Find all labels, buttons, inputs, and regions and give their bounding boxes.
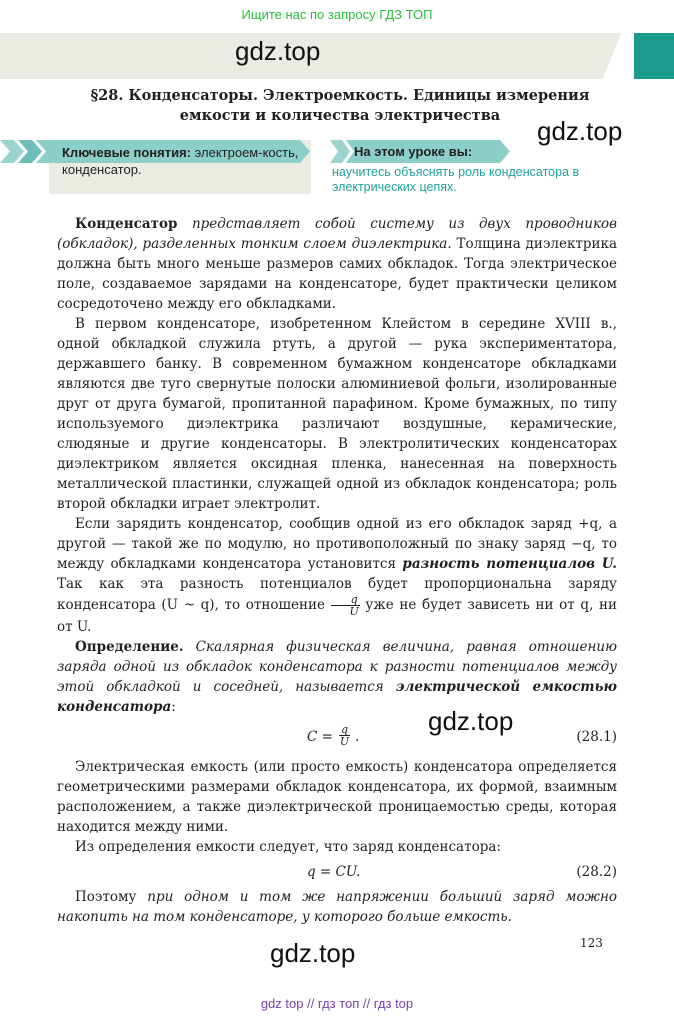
footer-links[interactable]: gdz top // гдз топ // гдз top <box>260 996 414 1011</box>
section-title-line2: емкости и количества электричества <box>179 107 501 124</box>
section-title-line1: §28. Конденсаторы. Электроемкость. Единицы измерения <box>90 87 590 104</box>
paragraph-6-italic: при одном и том же напряжении больший заряд можно накопить на том конденсаторе, у которого больше емкость. <box>57 889 617 925</box>
definition-text: Скалярная физическая величина, равная отношению заряда одной из обкладок конденсатора к разности потенциалов между этой обкладкой и соседней, называется <box>57 639 617 695</box>
key-concepts <box>62 144 307 178</box>
watermark-middle: gdz.top <box>428 706 514 736</box>
paragraph-2: В первом конденсаторе, изобретенном Клейстом в середине XVIII в., одной обкладкой служила ртуть, а другой — рука экспериментатора, державшего банку. В современном бумажном конденсаторе обкладками являются две туго свернутые полоски алюминиевой фольги, изолированные друг от друга бумагой, пропитанной парафином. Кроме бумажных, по типу используемого диэлектрика различают воздушные, керамические, слюдяные и другие конденсаторы. В электролитических конденсаторах диэлектриком является оксидная пленка, нанесенная на поверхность металлической пластинки, служащей одной из обкладок конденсатора; роль второй обкладки играет электролит. <box>57 316 617 512</box>
paragraph-3-a: Если зарядить конденсатор, сообщив одной из его обкладок заряд +q, а другой — такой же по модулю, но противоположный по знаку заряд −q, то между обкладками конденсатора установится <box>57 516 617 572</box>
key-concepts-label: Ключевые понятия: <box>62 145 192 160</box>
paragraph-3-b: Так как эта разность потенциалов будет пропорциональна заряду конденсатора (U ~ q), то отношение <box>57 576 617 613</box>
chevron-icon <box>330 140 350 163</box>
fraction-q-over-u <box>331 594 360 617</box>
paragraph-6 <box>57 887 617 927</box>
equation-number-28-2: (28.2) <box>576 864 617 880</box>
fraction-denominator: U <box>339 735 350 748</box>
watermark-right: gdz.top <box>537 116 623 146</box>
paragraph-6-a: Поэтому <box>75 889 137 905</box>
paragraph-3 <box>57 514 617 637</box>
key-concepts-text: электроем-кость, конденсатор. <box>62 145 299 177</box>
definition <box>57 637 617 717</box>
term-capacitance: электрической емкостью конденсатора <box>57 679 617 715</box>
equation-dot: . <box>355 729 360 745</box>
definition-label: Определение. <box>75 639 184 655</box>
term-potential-difference: разность потенциалов U. <box>402 556 618 572</box>
paragraph-4: Электрическая емкость (или просто емкость) конденсатора определяется геометрическими размерами обкладок конденсатора, их формой, взаимным расположением, а также диэлектрической проницаемостью среды, которая находится между ними. <box>57 759 617 835</box>
fraction-numerator: q <box>331 594 360 606</box>
watermark-bottom: gdz.top <box>270 938 356 968</box>
header-band <box>0 33 674 79</box>
fraction-denominator: U <box>349 605 359 618</box>
paragraph-1-rest: Толщина диэлектрика должна быть много меньше размеров самих обкладок. Тогда электрическое поле, создаваемое зарядами на конденсаторе, будет практически целиком сосредоточено между его обкладками. <box>57 236 618 312</box>
term-capacitor: Конденсатор <box>75 216 178 232</box>
definition-colon: : <box>171 699 176 715</box>
equation-28-1 <box>57 717 617 757</box>
paragraph-1 <box>57 214 617 314</box>
paragraph-5: Из определения емкости следует, что заряд конденсатора: <box>75 839 501 855</box>
paragraph-3-c: уже не будет зависеть ни от q, ни от U. <box>57 597 617 635</box>
header-accent <box>634 33 674 79</box>
fraction-numerator: q <box>341 723 349 736</box>
watermark-header: gdz.top <box>235 36 321 66</box>
top-banner[interactable]: Ищите нас по запросу ГДЗ ТОП <box>241 7 433 22</box>
section-title <box>60 86 620 126</box>
chevron-icon <box>0 140 24 163</box>
main-text <box>57 214 617 927</box>
lesson-label: На этом уроке вы: <box>354 144 473 159</box>
lesson-text: научитесь объяснять роль конденсатора в электрических цепях. <box>332 165 580 194</box>
equation-number-28-1: (28.1) <box>576 729 617 745</box>
equation-28-2 <box>57 857 617 887</box>
capacitor-definition: представляет собой систему из двух проводников (обкладок), разделенных тонким слоем диэлектрика. <box>57 216 617 252</box>
equation-lhs: C = <box>307 729 333 745</box>
page-number: 123 <box>580 936 603 950</box>
equation-q-cu: q = CU. <box>307 864 361 880</box>
equation-fraction <box>339 724 350 747</box>
